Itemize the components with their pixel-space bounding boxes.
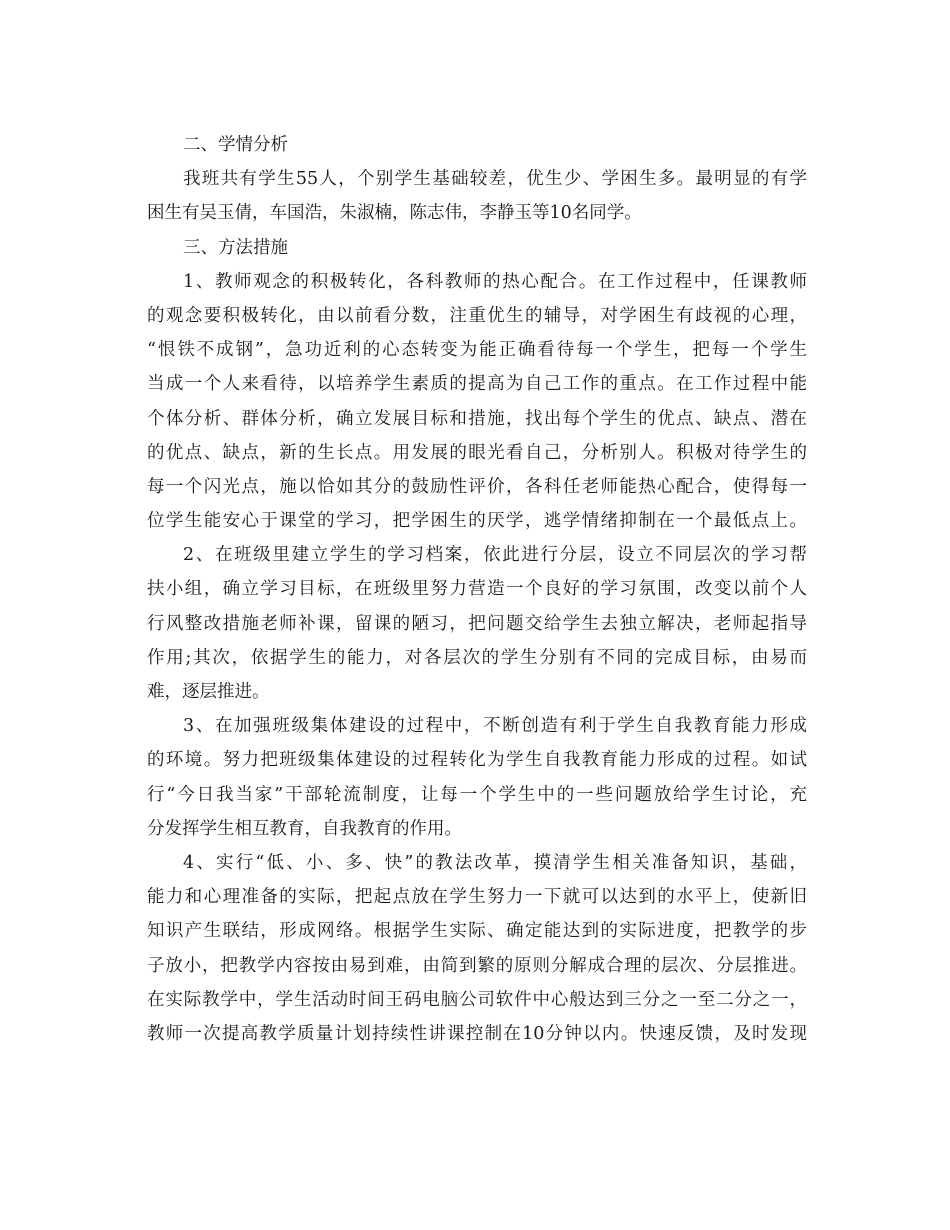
text-line: 知识产生联结，形成网络。根据学生实际、确定能达到的实际进度，把教学的步 <box>147 921 807 942</box>
text-line: 行“今日我当家”干部轮流制度，让每一个学生中的一些问题放给学生讨论，充 <box>147 784 807 805</box>
text-line: 教师一次提高教学质量计划持续性讲课控制在10分钟以内。快速反馈，及时发现 <box>147 1023 807 1044</box>
text-line: 当成一个人来看待，以培养学生素质的提高为自己工作的重点。在工作过程中能 <box>147 374 807 395</box>
text-line: 我班共有学生55人，个别学生基础较差，优生少、学困生多。最明显的有学 <box>183 169 807 190</box>
text-line: 在实际教学中，学生活动时间王码电脑公司软件中心般达到三分之一至二分之一， <box>147 989 807 1010</box>
text-line: 能力和心理准备的实际，把起点放在学生努力一下就可以达到的水平上，使新旧 <box>147 887 807 908</box>
text-line: 三、方法措施 <box>183 237 288 258</box>
text-line: 分发挥学生相互教育，自我教育的作用。 <box>147 818 462 839</box>
text-line: 4、实行“低、小、多、快”的教法改革，摸清学生相关准备知识，基础， <box>183 852 807 873</box>
text-line: 1、教师观念的积极转化，各科教师的热心配合。在工作过程中，任课教师 <box>183 271 807 292</box>
document-body <box>147 128 807 1051</box>
text-line: 子放小，把教学内容按由易到难，由简到繁的原则分解成合理的层次、分层推进。 <box>147 955 807 976</box>
text-line: 2、在班级里建立学生的学习档案，依此进行分层，设立不同层次的学习帮 <box>183 545 807 566</box>
text-line: 困生有吴玉倩，车国浩，朱淑楠，陈志伟，李静玉等10名同学。 <box>147 203 642 224</box>
text-line: 的环境。努力把班级集体建设的过程转化为学生自我教育能力形成的过程。如试 <box>147 750 807 771</box>
text-line: 扶小组，确立学习目标，在班级里努力营造一个良好的学习氛围，改变以前个人 <box>147 579 807 600</box>
text-line: 个体分析、群体分析，确立发展目标和措施，找出每个学生的优点、缺点、潜在 <box>147 408 807 429</box>
text-line: 作用;其次，依据学生的能力，对各层次的学生分别有不同的完成目标，由易而 <box>147 647 807 668</box>
text-line: 每一个闪光点，施以恰如其分的鼓励性评价，各科任老师能热心配合，使得每一 <box>147 476 807 497</box>
text-line: 行风整改措施老师补课，留课的陋习，把问题交给学生去独立解决，老师起指导 <box>147 613 807 634</box>
text-line: 难，逐层推进。 <box>147 682 270 702</box>
text-line: “恨铁不成钢”，急功近利的心态转变为能正确看待每一个学生，把每一个学生 <box>147 340 807 361</box>
text-line: 二、学情分析 <box>183 135 288 155</box>
text-line: 的观念要积极转化，由以前看分数，注重优生的辅导，对学困生有歧视的心理， <box>147 305 807 326</box>
text-line: 的优点、缺点，新的生长点。用发展的眼光看自己，分析别人。积极对待学生的 <box>147 442 807 463</box>
text-line: 位学生能安心于课堂的学习，把学困生的厌学，逃学情绪抑制在一个最低点上。 <box>147 511 807 532</box>
text-line: 3、在加强班级集体建设的过程中，不断创造有利于学生自我教育能力形成 <box>183 716 807 737</box>
